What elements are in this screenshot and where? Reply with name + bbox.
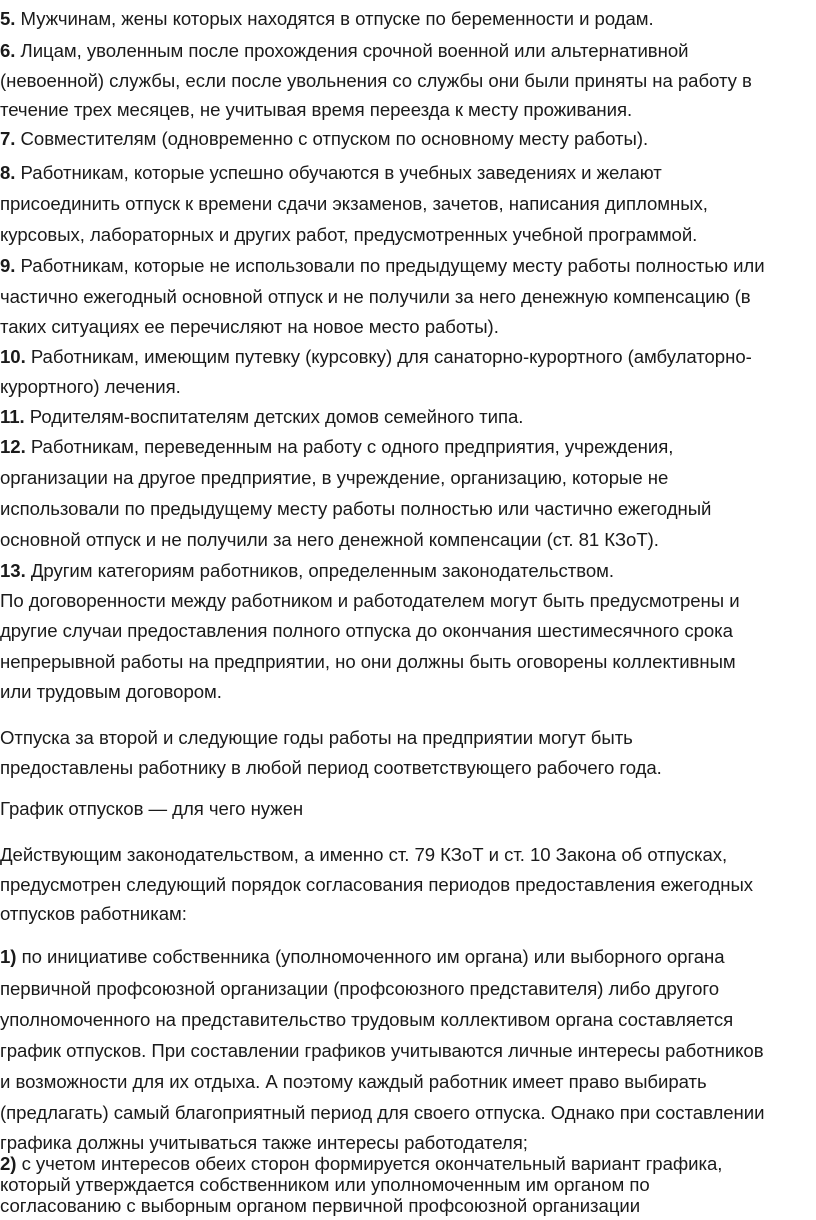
item-number: 5. (0, 8, 16, 29)
item-number: 11. (0, 406, 25, 427)
item-number: 8. (0, 162, 16, 183)
step-text: по инициативе собственника (уполномоченного им органа) или выборного органа (21, 946, 725, 967)
item-text: Родителям-воспитателям детских домов семейного типа. (29, 406, 524, 427)
text-line: организации на другое предприятие, в учреждение, организацию, которые не (0, 467, 669, 488)
list-item-7 (0, 127, 648, 151)
list-item-5 (0, 7, 654, 31)
paragraph-line: Действующим законодательством, а именно ст. 79 КЗоТ и ст. 10 Закона об отпусках, (0, 844, 728, 865)
paragraph-line: или трудовым договором. (0, 681, 222, 702)
item-text: Мужчинам, жены которых находятся в отпуске по беременности и родам. (20, 8, 654, 29)
item-text: Работникам, которые успешно обучаются в учебных заведениях и желают (20, 162, 662, 183)
list-item-8 (0, 161, 662, 185)
list-item-12 (0, 435, 673, 459)
paragraph-line: отпусков работникам: (0, 903, 187, 924)
list-item-13 (0, 559, 614, 583)
paragraph-line: другие случаи предоставления полного отпуска до окончания шестимесячного срока (0, 620, 733, 641)
text-line: который утверждается собственником или уполномоченным им органом по (0, 1174, 650, 1195)
text-line: первичной профсоюзной организации (профсоюзного представителя) либо другого (0, 978, 720, 999)
item-number: 10. (0, 346, 26, 367)
item-number: 6. (0, 40, 16, 61)
text-line: курсовых, лабораторных и других работ, предусмотренных учебной программой. (0, 224, 698, 245)
text-line: уполномоченного на представительство трудовым коллективом органа составляется (0, 1009, 734, 1030)
text-line: присоединить отпуск к времени сдачи экзаменов, зачетов, написания дипломных, (0, 193, 708, 214)
text-line: графика должны учитываться также интересы работодателя; (0, 1132, 528, 1153)
list-item-9 (0, 254, 765, 278)
paragraph-line: По договоренности между работником и работодателем могут быть предусмотрены и (0, 590, 740, 611)
text-line: (предлагать) самый благоприятный период для своего отпуска. Однако при составлении (0, 1102, 765, 1123)
step-number: 1) (0, 946, 17, 967)
list-item-11 (0, 405, 523, 429)
text-line: частично ежегодный основной отпуск и не получили за него денежную компенсацию (в (0, 286, 751, 307)
paragraph-line: предусмотрен следующий порядок согласования периодов предоставления ежегодных (0, 874, 754, 895)
item-number: 7. (0, 128, 16, 149)
item-text: Работникам, имеющим путевку (курсовку) для санаторно-курортного (амбулаторно- (30, 346, 752, 367)
item-text: Другим категориям работников, определенным законодательством. (30, 560, 614, 581)
paragraph-line: непрерывной работы на предприятии, но они должны быть оговорены коллективным (0, 651, 736, 672)
paragraph-line: предоставлены работнику в любой период соответствующего рабочего года. (0, 757, 662, 778)
text-line: использовали по предыдущему месту работы полностью или частично ежегодный (0, 498, 712, 519)
item-number: 12. (0, 436, 26, 457)
section-heading: График отпусков — для чего нужен (0, 798, 304, 819)
step-text: с учетом интересов обеих сторон формируется окончательный вариант графика, (21, 1153, 723, 1174)
item-text: Совместителям (одновременно с отпуском по основному месту работы). (20, 128, 649, 149)
text-line: согласованию с выборным органом первичной профсоюзной организации (0, 1195, 641, 1216)
item-text: Работникам, которые не использовали по предыдущему месту работы полностью или (20, 255, 765, 276)
item-number: 13. (0, 560, 26, 581)
text-line: течение трех месяцев, не учитывая время переезда к месту проживания. (0, 99, 633, 120)
list-item-6 (0, 39, 688, 63)
item-text: Лицам, уволенным после прохождения срочной военной или альтернативной (20, 40, 689, 61)
text-line: график отпусков. При составлении графиков учитываются личные интересы работников (0, 1040, 764, 1061)
step-1 (0, 945, 725, 969)
text-line: таких ситуациях ее перечисляют на новое место работы). (0, 316, 499, 337)
text-line: (невоенной) службы, если после увольнения со службы они были приняты на работу в (0, 70, 752, 91)
text-line: и возможности для их отдыха. А поэтому каждый работник имеет право выбирать (0, 1071, 707, 1092)
step-number: 2) (0, 1153, 17, 1174)
list-item-10 (0, 345, 752, 369)
text-line: основной отпуск и не получили за него денежной компенсации (ст. 81 КЗоТ). (0, 529, 659, 550)
item-number: 9. (0, 255, 16, 276)
paragraph-line: Отпуска за второй и следующие годы работы на предприятии могут быть (0, 727, 633, 748)
text-line: курортного) лечения. (0, 376, 181, 397)
item-text: Работникам, переведенным на работу с одного предприятия, учреждения, (30, 436, 674, 457)
